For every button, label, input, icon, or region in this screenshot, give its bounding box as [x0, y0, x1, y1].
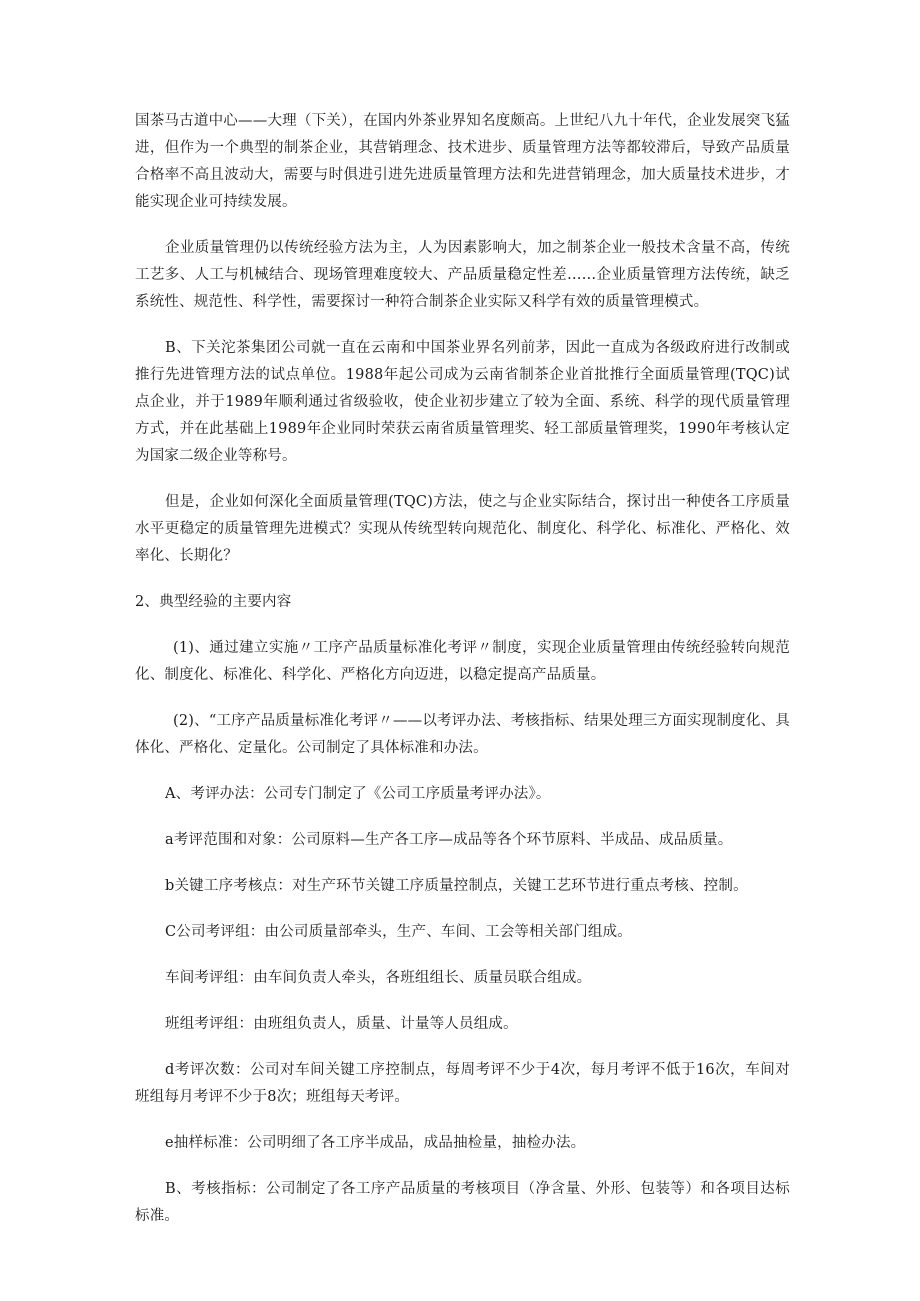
paragraph-b-indicators: B、考核指标：公司制定了各工序产品质量的考核项目（净含量、外形、包装等）和各项目达标标准。: [135, 1181, 790, 1224]
section-heading-typical-experience: 2、典型经验的主要内容: [135, 594, 292, 610]
paragraph-item-2: (2)、“工序产品质量标准化考评〃——以考评办法、考核指标、结果处理三方面实现制度化、具体化、严格化、定量化。公司制定了具体标准和办法。: [135, 713, 790, 756]
paragraph-section-b-background: B、下关沱茶集团公司就一直在云南和中国茶业界名列前茅，因此一直成为各级政府进行改制或推行先进管理方法的试点单位。1988年起公司成为云南省制茶企业首批推行全面质量管理(TQC)试点企业，并于1989年顺利通过省级验收，使企业初步建立了较为全面、系统、科学的现代质量管理方式，并在此基础上1989年企业同时荣获云南省质量管理奖、轻工部质量管理奖，1990年考核认定为国家二级企业等称号。: [135, 340, 790, 464]
paragraph-management-problems: 企业质量管理仍以传统经验方法为主，人为因素影响大，加之制茶企业一般技术含量不高，传统工艺多、人工与机械结合、现场管理难度较大、产品质量稳定性差……企业质量管理方法传统，缺乏系统性、规范性、科学性，需要探讨一种符合制茶企业实际又科学有效的质量管理模式。: [135, 240, 790, 310]
paragraph-team-group: 班组考评组：由班组负责人，质量、计量等人员组成。: [165, 1016, 518, 1032]
paragraph-item-1: (1)、通过建立实施〃工序产品质量标准化考评〃制度，实现企业质量管理由传统经验转向规范化、制度化、标准化、科学化、严格化方向迈进，以稳定提高产品质量。: [135, 640, 790, 683]
paragraph-a-evaluation-method: A、考评办法：公司专门制定了《公司工序质量考评办法》。: [165, 786, 551, 802]
paragraph-c-company-group: C公司考评组：由公司质量部牵头，生产、车间、工会等相关部门组成。: [165, 924, 632, 940]
paragraph-e-sampling: e抽样标准：公司明细了各工序半成品，成品抽检量，抽检办法。: [165, 1135, 586, 1151]
paragraph-d-frequency: d考评次数：公司对车间关键工序控制点，每周考评不少于4次，每月考评不低于16次，车间对班组每月考评不少于8次；班组每天考评。: [135, 1062, 790, 1105]
paragraph-workshop-group: 车间考评组：由车间负责人牵头，各班组组长、质量员联合组成。: [165, 970, 592, 986]
paragraph-a-scope: a考评范围和对象：公司原料—生产各工序—成品等各个环节原料、半成品、成品质量。: [165, 832, 733, 848]
paragraph-intro-continued: 国茶马古道中心——大理（下关），在国内外茶业界知名度颇高。上世纪八九十年代，企业发展突飞猛进，但作为一个典型的制茶企业，其营销理念、技术进步、质量管理方法等都较滞后，导致产品质量合格率不高且波动大，需要与时俱进引进先进质量管理方法和先进营销理念，加大质量技术进步，才能实现企业可持续发展。: [135, 113, 790, 210]
paragraph-tqc-question: 但是，企业如何深化全面质量管理(TQC)方法，使之与企业实际结合，探讨出一种使各工序质量水平更稳定的质量管理先进模式？实现从传统型转向规范化、制度化、科学化、标准化、严格化、效率化、长期化？: [135, 494, 790, 564]
document-body: [135, 108, 790, 1230]
paragraph-b-key-process: b关键工序考核点：对生产环节关键工序质量控制点，关键工艺环节进行重点考核、控制。: [165, 878, 748, 894]
